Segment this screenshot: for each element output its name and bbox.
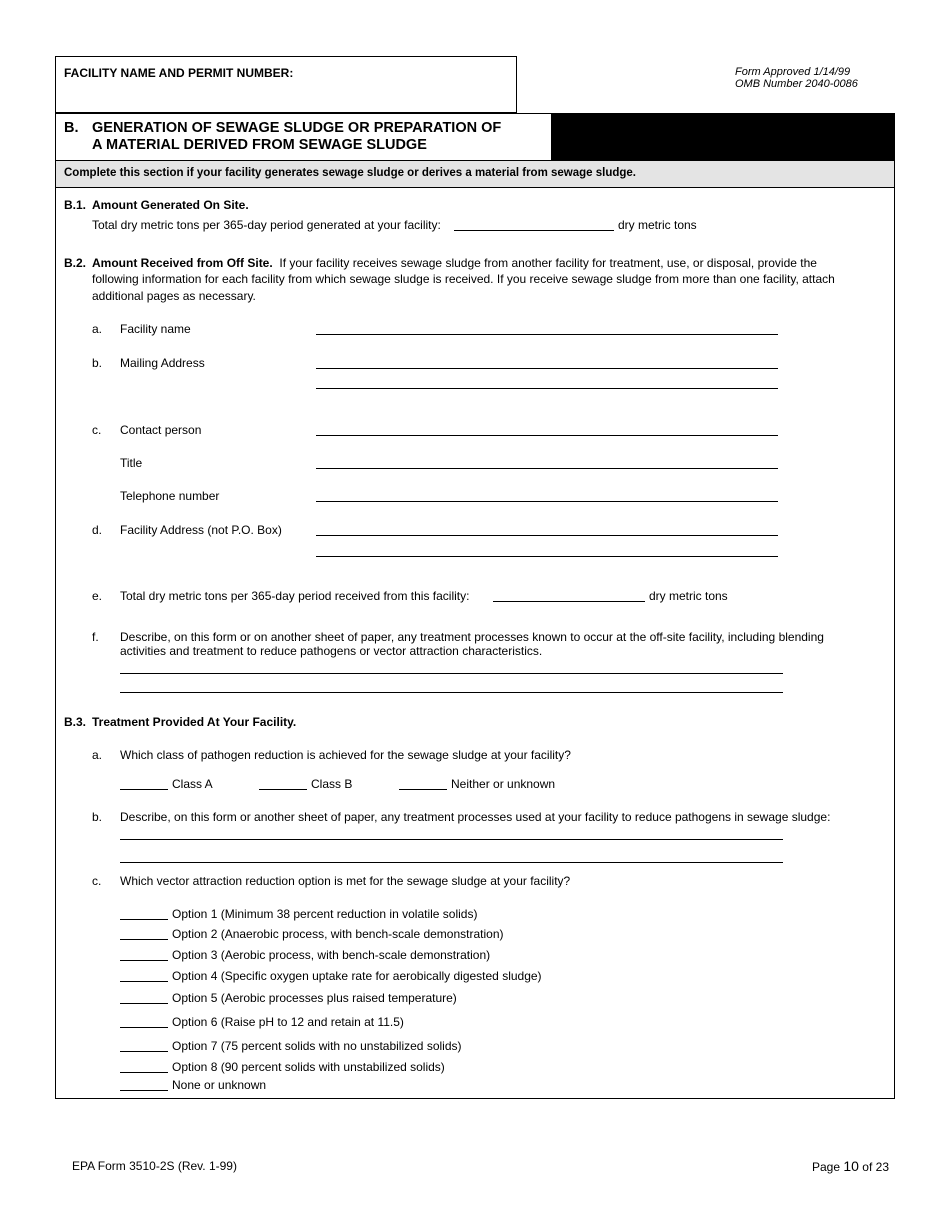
- facility-address-field-1[interactable]: [316, 535, 778, 536]
- facility-name-box: [55, 56, 517, 113]
- option-3-field[interactable]: [120, 960, 168, 961]
- title-field[interactable]: [316, 468, 778, 469]
- b2e-letter: e.: [92, 589, 103, 603]
- section-title-black-bar: [552, 114, 894, 160]
- b2-text-line3: additional pages as necessary.: [92, 289, 256, 303]
- option-8-field[interactable]: [120, 1072, 168, 1073]
- b2b-label: Mailing Address: [120, 356, 205, 370]
- b2a-letter: a.: [92, 322, 103, 336]
- b3b-question: Describe, on this form or another sheet of paper, any treatment processes used at your facility to reduce pathogens in sewage sludge:: [120, 810, 831, 824]
- none-unknown-field[interactable]: [120, 1090, 168, 1091]
- b3a-question: Which class of pathogen reduction is achieved for the sewage sludge at your facility?: [120, 748, 571, 762]
- pathogen-treatment-field-1[interactable]: [120, 839, 783, 840]
- mailing-address-field-1[interactable]: [316, 368, 778, 369]
- b3c-letter: c.: [92, 874, 102, 888]
- b3a-letter: a.: [92, 748, 103, 762]
- facility-name-field[interactable]: [316, 334, 778, 335]
- b2-title: Amount Received from Off Site.: [92, 256, 273, 270]
- option-8-label: Option 8 (90 percent solids with unstabilized solids): [172, 1060, 445, 1074]
- b2c-letter: c.: [92, 423, 102, 437]
- b2-intro-line1: [92, 256, 817, 270]
- option-4-label: Option 4 (Specific oxygen uptake rate for aerobically digested sludge): [172, 969, 542, 983]
- form-approval-note: [735, 66, 858, 90]
- b1-question: Total dry metric tons per 365-day period generated at your facility:: [92, 218, 441, 232]
- b2-number: B.2.: [64, 256, 87, 270]
- b2e-label: Total dry metric tons per 365-day period received from this facility:: [120, 589, 470, 603]
- section-title-line1: GENERATION OF SEWAGE SLUDGE OR PREPARATION OF: [92, 120, 502, 136]
- pathogen-treatment-field-2[interactable]: [120, 862, 783, 863]
- b3-number: B.3.: [64, 715, 87, 729]
- b2f-text-line1: Describe, on this form or on another sheet of paper, any treatment processes known to occur at the off-site facility, including blending: [120, 630, 824, 644]
- b2a-label: Facility name: [120, 322, 191, 336]
- option-7-label: Option 7 (75 percent solids with no unstabilized solids): [172, 1039, 462, 1053]
- b2b-letter: b.: [92, 356, 103, 370]
- option-6-label: Option 6 (Raise pH to 12 and retain at 11.5): [172, 1015, 404, 1029]
- offsite-treatment-field-1[interactable]: [120, 673, 783, 674]
- class-a-field[interactable]: [120, 789, 168, 790]
- class-b-label: Class B: [311, 777, 353, 791]
- page-current: 10: [843, 1158, 859, 1174]
- received-tons-field[interactable]: [493, 601, 645, 602]
- option-4-field[interactable]: [120, 981, 168, 982]
- b2d-label: Facility Address (not P.O. Box): [120, 523, 282, 537]
- b3b-letter: b.: [92, 810, 103, 824]
- class-neither-field[interactable]: [399, 789, 447, 790]
- contact-person-field[interactable]: [316, 435, 778, 436]
- option-7-field[interactable]: [120, 1051, 168, 1052]
- b2e-unit: dry metric tons: [649, 589, 728, 603]
- omb-number: OMB Number 2040-0086: [735, 78, 858, 90]
- option-5-label: Option 5 (Aerobic processes plus raised temperature): [172, 991, 457, 1005]
- class-a-label: Class A: [172, 777, 213, 791]
- approval-date: Form Approved 1/14/99: [735, 66, 851, 78]
- option-6-field[interactable]: [120, 1027, 168, 1028]
- b1-title: Amount Generated On Site.: [92, 198, 249, 212]
- none-unknown-label: None or unknown: [172, 1078, 267, 1092]
- b2-text-line1: If your facility receives sewage sludge from another facility for treatment, use, or disposal, provide the: [279, 256, 817, 270]
- offsite-treatment-field-2[interactable]: [120, 692, 783, 693]
- section-letter: B.: [64, 120, 79, 136]
- section-title-line2: A MATERIAL DERIVED FROM SEWAGE SLUDGE: [92, 137, 427, 153]
- option-2-field[interactable]: [120, 939, 168, 940]
- facility-address-field-2[interactable]: [316, 556, 778, 557]
- b2d-letter: d.: [92, 523, 103, 537]
- section-instruction: Complete this section if your facility generates sewage sludge or derives a material from sewage sludge.: [64, 167, 636, 179]
- b2f-letter: f.: [92, 630, 99, 644]
- title-label: Title: [120, 456, 143, 470]
- telephone-label: Telephone number: [120, 489, 220, 503]
- option-5-field[interactable]: [120, 1003, 168, 1004]
- section-title: [92, 120, 552, 154]
- option-3-label: Option 3 (Aerobic process, with bench-scale demonstration): [172, 948, 491, 962]
- option-2-label: Option 2 (Anaerobic process, with bench-scale demonstration): [172, 927, 504, 941]
- b1-number: B.1.: [64, 198, 87, 212]
- b2-text-line2: following information for each facility from which sewage sludge is received. If you receive sewage sludge from more than one facility, attach: [92, 272, 835, 286]
- facility-name-label: FACILITY NAME AND PERMIT NUMBER:: [64, 66, 294, 80]
- b3-title: Treatment Provided At Your Facility.: [92, 715, 297, 729]
- option-1-field[interactable]: [120, 919, 168, 920]
- b2f-text-line2: activities and treatment to reduce pathogens or vector attraction characteristics.: [120, 644, 543, 658]
- class-b-field[interactable]: [259, 789, 307, 790]
- class-neither-label: Neither or unknown: [451, 777, 556, 791]
- telephone-field[interactable]: [316, 501, 778, 502]
- b3c-question: Which vector attraction reduction option is met for the sewage sludge at your facility?: [120, 874, 571, 888]
- page-number: [812, 1158, 889, 1174]
- b2c-label: Contact person: [120, 423, 202, 437]
- page-prefix: Page: [812, 1160, 841, 1174]
- mailing-address-field-2[interactable]: [316, 388, 778, 389]
- page-total: of 23: [862, 1160, 889, 1174]
- b1-tons-field[interactable]: [454, 230, 614, 231]
- option-1-label: Option 1 (Minimum 38 percent reduction in volatile solids): [172, 907, 478, 921]
- b1-unit: dry metric tons: [618, 218, 697, 232]
- form-identifier: EPA Form 3510-2S (Rev. 1-99): [72, 1159, 237, 1173]
